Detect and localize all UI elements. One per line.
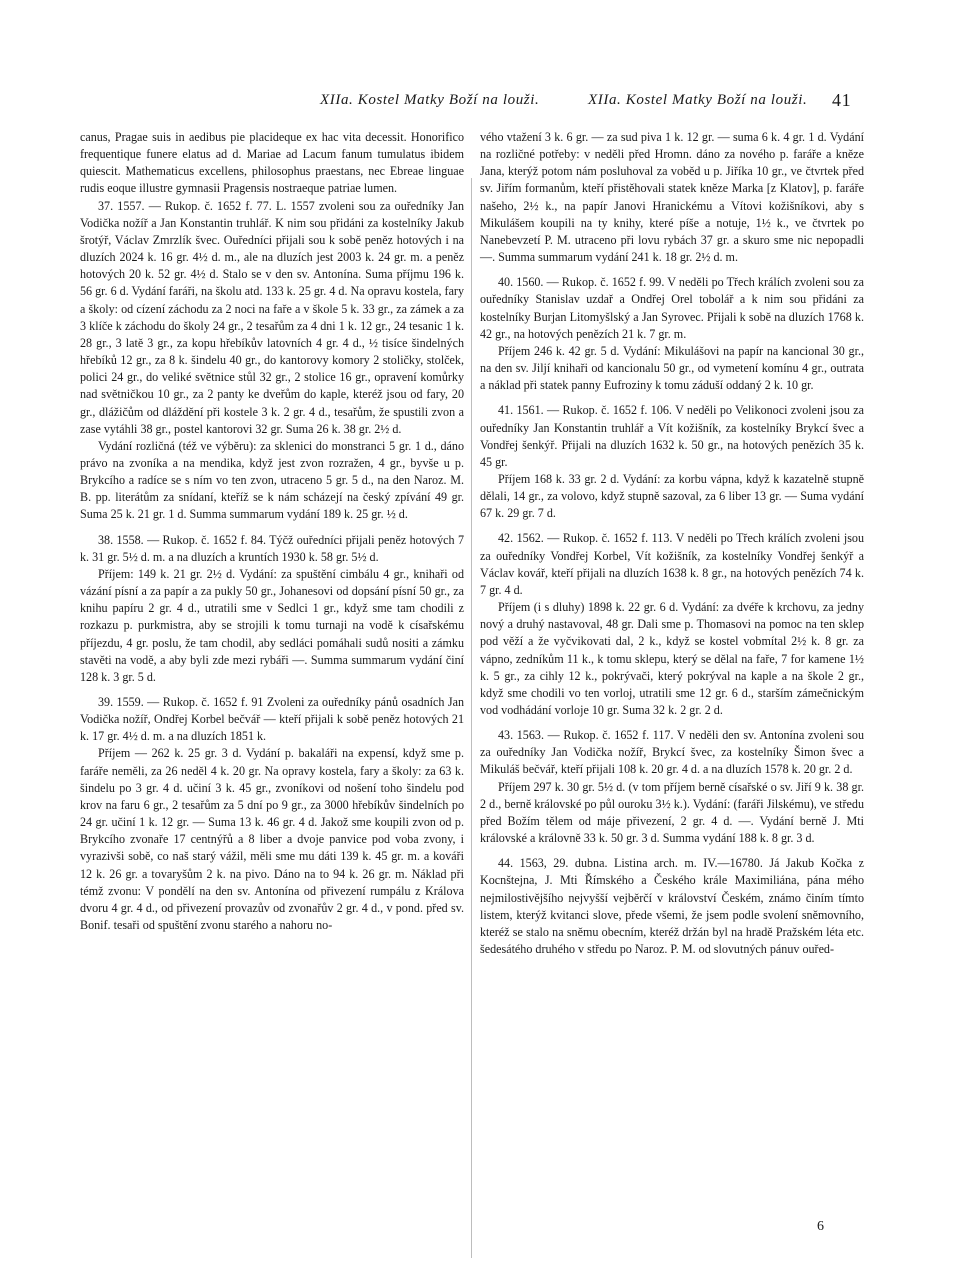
paragraph: 41. 1561. — Rukop. č. 1652 f. 106. V neděli po Velikonoci zvoleni jsou za ouředníky Jan Konstantin truhlář a Vít kožišník, za kostelníky Brykcí švec a Vondřej šenkýř. Přijali na dluzích 1632 k. 50 gr., na hotových penězích 35 k. 45 gr. bbox=[480, 403, 864, 469]
paragraph: Příjem: 149 k. 21 gr. 2½ d. Vydání: za spuštění cimbálu 4 gr., knihaři od vázání písní a za papír a za pukly 50 gr., Johanesovi od dopsání písní 50 gr., za knihu papíru 2 gr. 4 d., utratili sme v Sedlci 1 gr., když sme tam chodili z rozkazu p. purkmistra, aby se strojili k tomu turnaji na vodě k císařskému příjezdu, 4 gr. poslu, že tam chodil, aby sedláci pomáhali sudů nositi a zámku stavěti na vodě, a aby byli zde mezi rybáři —. Summa summarum vydání činí 128 k. 3 gr. 5 d. bbox=[80, 566, 464, 684]
left-column bbox=[80, 129, 464, 934]
paragraph: Příjem (i s dluhy) 1898 k. 22 gr. 6 d. Vydání: za dvéře k krchovu, za jedny nový a druhý nastavoval, 48 gr. Dali sme p. Thomasovi na pomoc na ten sklep pod věží a že vyčvikovati dal, 2 k., když se kostel vobmítal 2½ k. 8 gr. za vápno, zedníkům 11 k., k tomu sklepu, který se dělal na faře, 7 for kamene 1½ k. 5 gr., za cihly 12 k., pokrývači, který pokrýval na kaple a na škole 2 gr., když sme chodili vo ten vorloj, utratili sme 12 gr. 6 d., starším zámečnickým vod vodhádání vorloje 10 gr. Suma 32 k. 2 gr. 2 d. bbox=[480, 600, 864, 717]
paragraph: 40. 1560. — Rukop. č. 1652 f. 99. V neděli po Třech králích zvoleni sou za ouředníky Stanislav uzdař a Ondřej Orel tobolář a k nim sou přidáni za kostelníky Burjan Litomyšlský a Jan Syrovec. Přijali k sobě na dluzích 1768 k. 42 gr., na hotových penězích 21 k. 7 gr. m. bbox=[480, 275, 864, 341]
paragraph: Příjem 168 k. 33 gr. 2 d. Vydání: za korbu vápna, když k kazatelně stupně dělali, 14 gr., za volovo, když stupně sazoval, za 6 liber 13 gr. — Suma vydání 67 k. 29 gr. 7 d. bbox=[480, 471, 864, 521]
paragraph: 43. 1563. — Rukop. č. 1652 f. 117. V neděli den sv. Antonína zvoleni sou za ouředníky Jan Vodička nožíř, Brykcí švec, za kostelníky Šimon švec a Mikuláš bečvář, kteří přijali 108 k. 20 gr. 4 d. a na dluzích 1578 k. 20 gr. 2 d. bbox=[480, 728, 864, 777]
signature-mark: 6 bbox=[817, 1219, 824, 1234]
paragraph: Vydání rozličná (též ve výběru): za sklenici do monstranci 5 gr. 1 d., dáno právo na zvoníka a na mendika, když jest zvon rozražen, 4 gr., byvše u p. Brykcího a radíce se s ním vo ten zvon, utraceno 5 gr. 5 d., na den Naroz. M. B. pp. literátům za snídaní, kteříž se k nám scházejí na český zpívání 49 gr. Suma 25 k. 21 gr. 1 d. Summa summarum vydání 189 k. 25 gr. ½ d. bbox=[80, 438, 464, 522]
running-title-right: XIIa. Kostel Matky Boží na louži. bbox=[588, 92, 808, 108]
running-header bbox=[0, 92, 960, 116]
paragraph: 39. 1559. — Rukop. č. 1652 f. 91 Zvoleni za ouředníky pánů osadních Jan Vodička nožíř, Ondřej Korbel bečvář — kteří přijali k sobě peněz hotových 21 k. 17 gr. 4½ d. m. a na dluzích 1851 k. bbox=[80, 695, 464, 744]
paragraph: 38. 1558. — Rukop. č. 1652 f. 84. Týčž ouředníci přijali peněz hotových 7 k. 31 gr. 5½ d. m. a na dluzích a kruntích 1930 k. 58 gr. 5½ d. bbox=[80, 532, 464, 564]
paragraph: 37. 1557. — Rukop. č. 1652 f. 77. L. 1557 zvoleni sou za ouředníky Jan Vodička nožíř a Jan Konstantin truhlář. K nim sou přidáni za kostelníky Jakub šrotýř, Václav Zmrzlík švec. Ouředníci přijali sou k sobě peněz hotových i na dluzích 2024 k. 16 gr. 4½ d. m., ale na dluzích jest 2003 k. 24 gr. m. a peněz hotových 20 k. 52 gr. 4½ d. Stalo se v den sv. Antonína. Suma příjmu 196 k. 56 gr. 6 d. Vydání faráři, na školu atd. 133 k. 25 gr. 4 d. Na opravu kostela, fary a školy: od cízení záchodu za 2 noci na faře a v škole 5 k. 33 gr., za zámek a za 3 klíče k záchodu do školy 24 gr., 2 tesařům za 4 dni 1 k. 12 gr., 24 tesanic 1 k. 28 gr., 3 latě 3 gr., za kopu hřebíkův latovních 4 gr. 4 d., ½ tisíce šindelných hřebíků 12 gr., za 8 k. šindelu 40 gr., do kantorovy komory 2 stoličky, stolček, polici 24 gr., do veliké světnice stůl 32 gr., 2 stolice 16 gr., opravení komůrky nad světničkou 10 gr., za 2 panty ke dveřům do kaple, kteréž jsou od fary, 20 gr., dlážičům od dláždění při kostele 3 k. 2 gr. 4 d., tesařům, že spustili zvon a zase vytáhli 38 gr., postel kantorovi 32 gr. Suma 26 k. 38 gr. 2½ d. bbox=[80, 198, 465, 436]
paragraph: Příjem 297 k. 30 gr. 5½ d. (v tom příjem berně císařské o sv. Jiří 9 k. 38 gr. 2 d., berně královské po půl ouroku 3½ k.). Vydání: (faráři Jilskému), ve středu před Božím tělem od máje přivezení, 2 gr. 4 d. —. Vydání berně J. Mti královské a královně 33 k. 50 gr. 3 d. Summa vydání 188 k. 8 gr. 3 d. bbox=[480, 779, 864, 846]
right-column bbox=[480, 129, 864, 958]
paragraph: 42. 1562. — Rukop. č. 1652 f. 113. V neděli po Třech králích zvoleni jsou za ouředníky Vondřej Korbel, Vít kožišník, za kostelníky Vondřej šenkýř a Václav kovář, kteří přijali na dluzích 1638 k. 8 gr., na hotových penězích 74 k. 7 gr. 4 d. bbox=[480, 531, 864, 597]
paragraph: canus, Pragae suis in aedibus pie placideque ex hac vita decessit. Honorifico frequentique funere elatus ad d. Mariae ad Lacum fanum tumulatus ibidem quiescit. Mathematicus excellens, philosophus praestans, nec Ebreae linguae rudis eoque illustre gymnasii Pragensis nostraeque patriae lumen. bbox=[80, 130, 464, 196]
paragraph: 44. 1563, 29. dubna. Listina arch. m. IV.—16780. Já Jakub Kočka z Kocnštejna, J. Mti Římského a Českého krále Maximiliána, pána mého nejmilostivějšího nejvyšší vejběrčí v království Českém, známo činím tímto listem, kterýž kvitanci slove, přede všemi, že jsem podle svolení sněmovního, kteréž se stalo na sněmu obecním, kteréž držán byl na hradě Pražském léta etc. šedesátého druhého v středu po Naroz. P. M. od slovutných pánuv ouřed- bbox=[480, 856, 864, 957]
paragraph: Příjem — 262 k. 25 gr. 3 d. Vydání p. bakaláři na expensí, když sme p. faráře neměli, za 26 neděl 4 k. 20 gr. Na opravy kostela, fary a školy: za 63 k. šindelu po 3 gr. 4 d. učiní 3 k. 45 gr., zvoníkovi od nošení toho šindelu pod krov na faru 6 gr., 2 tesařům za 5 dní po 9 gr., za 3000 hřebíkův šindelních po 24 gr. učiní 1 k. 12 gr. — Suma 13 k. 46 gr. 4 d. Jakož sme koupili zvon od p. Brykcího zvonaře 17 centnýřů a 8 liber a dvoje panvice pod voba zvony, i vyrazivši sobě, co naš starý vážil, měli sme mu dáti 139 k. 45 gr. m. a kováři 12 k. 26 gr. a tovaryšům 2 k. na pivo. Dáno na to 94 k. 26 gr. m. Náklad při témž zvonu: V pondělí na den sv. Antonína od přivezení rumpálu z Králova dvoru 4 gr. 4 d., od přivezení provazův od zvonařův 2 gr. 4 d., v pond. před sv. Bonif. tesaři od spuštění zvonu starého a nahoru no- bbox=[80, 746, 464, 933]
page-number: 41 bbox=[832, 90, 852, 110]
paragraph: Příjem 246 k. 42 gr. 5 d. Vydání: Mikulášovi na papír na kancional 30 gr., na den sv. Jiljí knihaři od kancionalu 50 gr., od vymetení komínu 4 gr., outrata a náklad při statek panny Eufroziny k tomu záduší oddaný 2 k. 10 gr. bbox=[480, 343, 864, 393]
column-divider bbox=[471, 178, 472, 1258]
running-title-left: XIIa. Kostel Matky Boží na louži. bbox=[320, 92, 540, 108]
paragraph: vého vtažení 3 k. 6 gr. — za sud piva 1 k. 12 gr. — suma 6 k. 4 gr. 1 d. Vydání na rozličné potřeby: v neděli před Hromn. dáno za nového p. faráře a kněze Jana, kterýž potom nám posluhoval za voběd u p. Jiříka 10 gr., ve čtvrtek před sv. Jiřím formanům, kteří přistěhovali statek kněze Marka [z Klatov], p. faráře našeho, 2½ k., na papír Janovi Hranickému a Vítovi kožišníkovi, aby s Mikulášem koupili na ty knihy, které píše a notuje, 1½ k., ve čtvrtek po Nanebevzetí P. M. utraceno při lovu rybách 37 gr. a skuro sme nic nepopadli —. Summa summarum vydání 241 k. 18 gr. 2½ d. m. bbox=[480, 130, 864, 265]
